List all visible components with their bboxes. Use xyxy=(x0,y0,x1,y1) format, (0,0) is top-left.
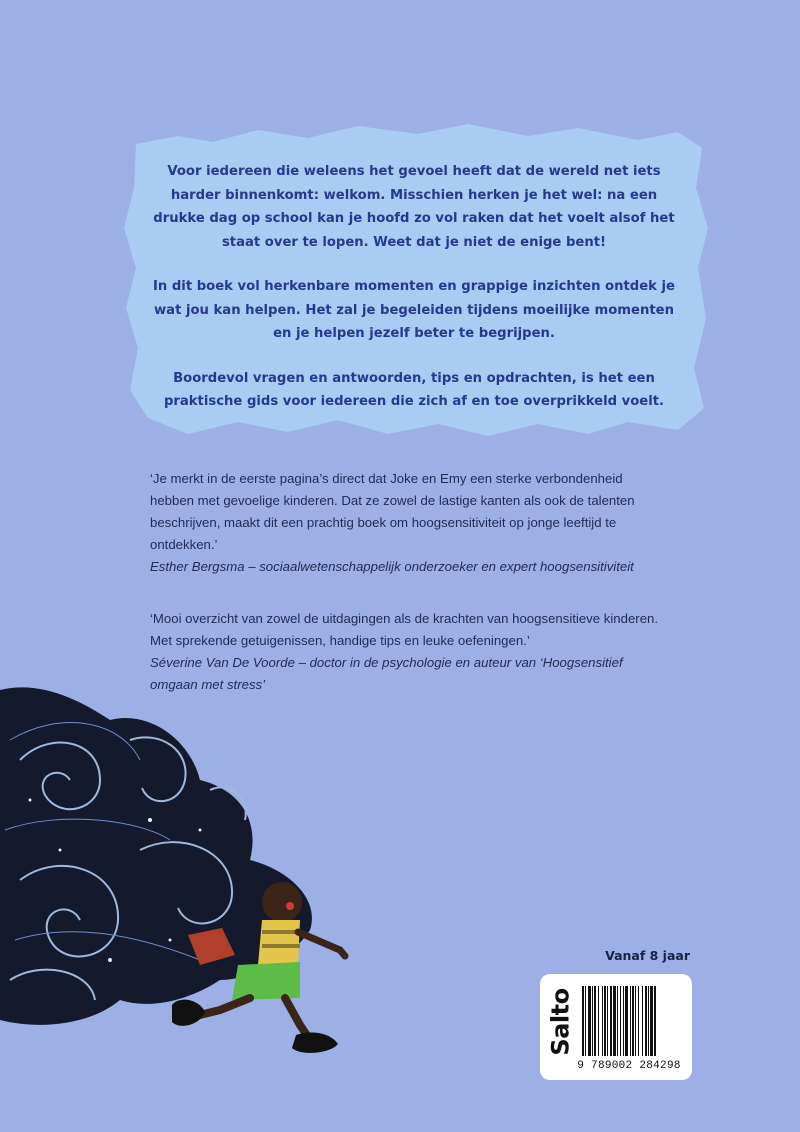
review-quote: ‘Mooi overzicht van zowel de uitdagingen als de krachten van hoogsensitieve kinderen. Met sprekende getuigenissen, handige tips en leuke oefeningen.’ xyxy=(150,611,659,648)
barcode-bar xyxy=(642,986,643,1056)
barcode-bar xyxy=(598,986,599,1056)
barcode-bar xyxy=(632,986,634,1056)
barcode-bar xyxy=(638,986,639,1056)
barcode-bar xyxy=(610,986,612,1056)
blurb-paragraph: Boordevol vragen en antwoorden, tips en opdrachten, is het een praktische gids voor iedereen die zich af en toe overprikkeld voelt. xyxy=(163,370,665,409)
blurb-text xyxy=(150,160,678,435)
barcode-bar xyxy=(623,986,624,1056)
barcode-bar xyxy=(582,986,584,1056)
barcode-bar xyxy=(635,986,636,1056)
age-label: Vanaf 8 jaar xyxy=(605,948,690,963)
review-author: Séverine Van De Voorde – doctor in de psychologie en auteur van ‘Hoogsensitief omgaan met stress’ xyxy=(150,655,623,692)
publisher-logo xyxy=(544,984,578,1060)
barcode-bar xyxy=(592,986,593,1056)
barcode-bar xyxy=(645,986,647,1056)
barcode-bar xyxy=(602,986,603,1056)
barcode-bar xyxy=(630,986,631,1056)
barcode-bar xyxy=(620,986,621,1056)
barcode-bar xyxy=(588,986,591,1056)
blurb-paragraph: Voor iedereen die weleens het gevoel heeft dat de wereld net iets harder binnenkomt: welkom. Misschien herken je het wel: na een drukke dag op school kan je hoofd zo vol raken dat het voelt alsof het staat over te lopen. Weet dat je niet de enige bent! xyxy=(153,164,675,250)
barcode-bar xyxy=(617,986,618,1056)
review-author: Esther Bergsma – sociaalwetenschappelijk onderzoeker en expert hoogsensitiviteit xyxy=(150,559,634,574)
barcode-bar xyxy=(648,986,649,1056)
barcode-bar xyxy=(585,986,586,1056)
review-quote: ‘Je merkt in de eerste pagina’s direct dat Joke en Emy een sterke verbondenheid hebben met gevoelige kinderen. Dat ze zowel de lastige kanten als ook de talenten beschrijven, maakt dit een prachtig boek om hoogsensitiviteit op jonge leeftijd te ontdekken.’ xyxy=(150,471,635,552)
blurb-paragraph: In dit boek vol herkenbare momenten en grappige inzichten ontdek je wat jou kan helpen. Het zal je begeleiden tijdens moeilijke momenten en je helpen jezelf beter te begrijpen. xyxy=(152,279,676,341)
barcode-bar xyxy=(654,986,656,1056)
review xyxy=(150,468,670,578)
illustration-running-girl xyxy=(0,680,420,1132)
barcode-bar xyxy=(625,986,628,1056)
publisher-name: Salto xyxy=(547,988,576,1056)
barcode-bar xyxy=(613,986,616,1056)
isbn-number: 9 789002 284298 xyxy=(577,1060,681,1072)
barcode-bar xyxy=(650,986,653,1056)
barcode-bar xyxy=(594,986,596,1056)
barcode-bar xyxy=(604,986,606,1056)
barcode xyxy=(582,986,686,1056)
barcode-bar xyxy=(607,986,608,1056)
